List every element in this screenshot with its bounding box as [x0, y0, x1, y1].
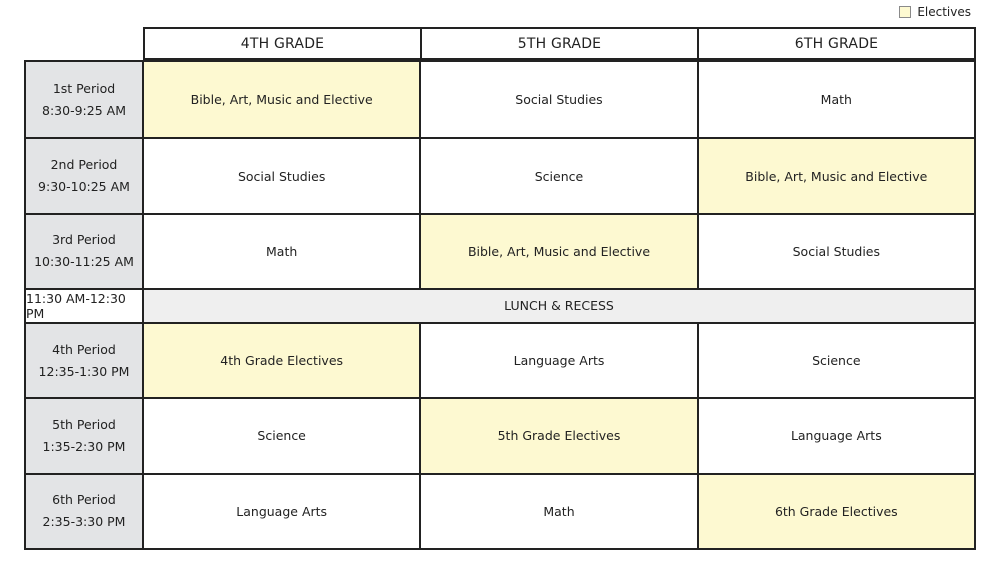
period-label — [26, 475, 144, 548]
header-4th-grade: 4TH GRADE — [240, 35, 325, 52]
schedule-cell: Social Studies — [144, 139, 419, 212]
lunch-label: LUNCH & RECESS — [144, 290, 974, 322]
lunch-time: 11:30 AM-12:30 PM — [26, 290, 144, 322]
table-row — [26, 62, 974, 137]
table-row — [26, 397, 974, 472]
period-time: 1:35-2:30 PM — [42, 438, 126, 454]
schedule-cell: 6th Grade Electives — [697, 475, 974, 548]
schedule-cell: Math — [697, 62, 974, 137]
period-name: 1st Period — [52, 80, 116, 96]
period-name: 4th Period — [52, 341, 116, 357]
period-time: 8:30-9:25 AM — [42, 102, 126, 118]
grade-header-row — [143, 27, 976, 60]
electives-swatch-icon — [899, 6, 911, 18]
schedule-cell: Science — [419, 139, 696, 212]
table-row — [26, 322, 974, 397]
period-time: 2:35-3:30 PM — [42, 514, 126, 530]
header-6th-grade: 6TH GRADE — [697, 29, 974, 58]
schedule-cell: Science — [144, 399, 419, 472]
schedule-cell: Math — [144, 215, 419, 288]
period-name: 3rd Period — [52, 232, 116, 248]
schedule-cell: Social Studies — [419, 62, 696, 137]
period-name: 5th Period — [52, 416, 116, 432]
schedule-cell: Bible, Art, Music and Elective — [419, 215, 696, 288]
lunch-row — [26, 288, 974, 322]
schedule-cell: Bible, Art, Music and Elective — [144, 62, 419, 137]
header-5th-grade: 5TH GRADE — [420, 29, 697, 58]
schedule-cell: Language Arts — [697, 399, 974, 472]
period-name: 2nd Period — [50, 157, 118, 173]
legend — [899, 5, 971, 19]
table-row — [26, 473, 974, 548]
period-name: 6th Period — [52, 492, 116, 508]
period-label — [26, 215, 144, 288]
schedule-table — [24, 60, 976, 550]
period-time: 12:35-1:30 PM — [38, 363, 130, 379]
schedule-cell: Science — [697, 324, 974, 397]
schedule-cell: 5th Grade Electives — [419, 399, 696, 472]
schedule-cell: Language Arts — [419, 324, 696, 397]
schedule-cell: Social Studies — [697, 215, 974, 288]
period-label — [26, 324, 144, 397]
period-label — [26, 399, 144, 472]
schedule-cell: 4th Grade Electives — [144, 324, 419, 397]
schedule-cell: Language Arts — [144, 475, 419, 548]
table-row — [26, 137, 974, 212]
period-time: 10:30-11:25 AM — [34, 254, 134, 270]
period-label — [26, 139, 144, 212]
table-row — [26, 213, 974, 288]
period-label — [26, 62, 144, 137]
schedule-cell: Math — [419, 475, 696, 548]
schedule-cell: Bible, Art, Music and Elective — [697, 139, 974, 212]
legend-label: Electives — [917, 5, 971, 19]
period-time: 9:30-10:25 AM — [38, 179, 130, 195]
